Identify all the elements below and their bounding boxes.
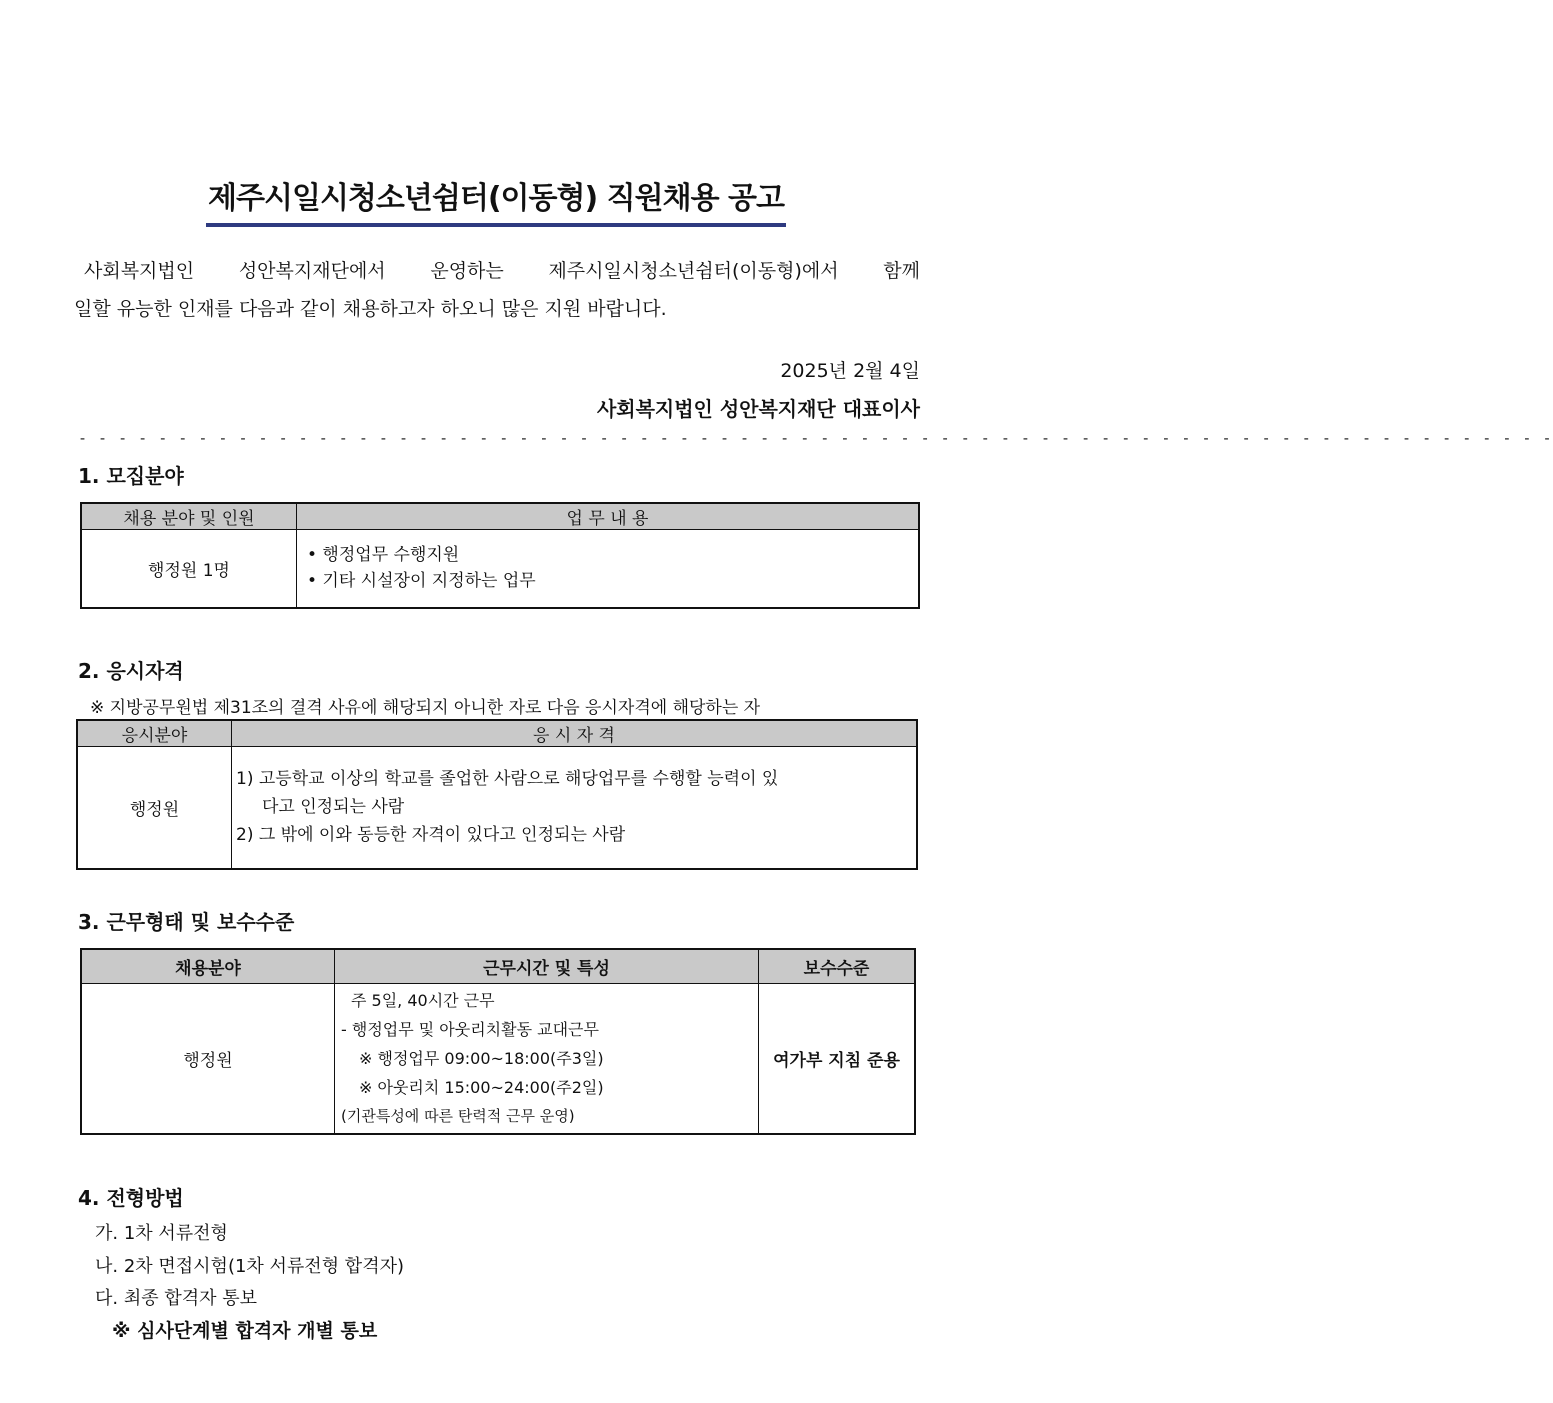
- qual-item-2: 2) 그 밖에 이와 동등한 자격이 있다고 인정되는 사람: [236, 825, 626, 846]
- intro-line-1: 사회복지법인 성안복지재단에서 운영하는 제주시일시청소년쉼터(이동형)에서 함께: [84, 260, 920, 282]
- qual-header-content: 응 시 자 격: [232, 720, 918, 747]
- recruit-duties: [297, 530, 920, 608]
- selection-step-1: 가. 1차 서류전형: [95, 1223, 228, 1244]
- intro-paragraph: [74, 252, 920, 328]
- selection-step-2: 나. 2차 면접시험(1차 서류전형 합격자): [95, 1256, 404, 1277]
- work-header-pay: 보수수준: [759, 949, 916, 983]
- qual-item-1: 1) 고등학교 이상의 학교를 졸업한 사람으로 해당업무를 수행할 능력이 있: [236, 769, 779, 790]
- work-pay-table: [80, 948, 916, 1135]
- qual-item-1-cont: 다고 인정되는 사람: [262, 797, 405, 818]
- section3-heading: 3. 근무형태 및 보수수준: [78, 910, 295, 934]
- qualification-table: [76, 719, 918, 870]
- work-header-field: 채용분야: [81, 949, 335, 983]
- work-line: ※ 행정업무 09:00~18:00(주3일): [359, 1048, 604, 1068]
- work-line: (기관특성에 따른 탄력적 근무 운영): [341, 1106, 575, 1125]
- intro-line-2: 일할 유능한 인재를 다음과 같이 채용하고자 하오니 많은 지원 바랍니다.: [74, 298, 667, 320]
- work-line: ※ 아웃리치 15:00~24:00(주2일): [359, 1077, 604, 1097]
- recruit-header-duties: 업 무 내 용: [297, 503, 920, 530]
- page-title: 제주시일시청소년쉼터(이동형) 직원채용 공고: [0, 173, 992, 227]
- organization-signature: 사회복지법인 성안복지재단 대표이사: [596, 397, 920, 421]
- recruitment-table: [80, 502, 920, 609]
- section2-heading: 2. 응시자격: [78, 659, 184, 683]
- pay-level: 여가부 지침 준용: [759, 983, 916, 1134]
- qual-field: 행정원: [77, 747, 232, 869]
- recruit-header-field: 채용 분야 및 인원: [81, 503, 297, 530]
- duty-item: • 행정업무 수행지원: [307, 545, 460, 566]
- section1-heading: 1. 모집분야: [78, 464, 184, 488]
- work-hours: [335, 983, 759, 1134]
- notification-note: ※ 심사단계별 합격자 개별 통보: [112, 1320, 378, 1342]
- dashed-divider: - - - - - - - - - - - - - - - - - - - - - - - - - - - - - - - - - - - - - - - - - - - - - - - - - - - - - - - - - - - - - - - - - - - - - - - - - -: [78, 429, 1553, 447]
- qual-header-field: 응시분야: [77, 720, 232, 747]
- work-line: 주 5일, 40시간 근무: [351, 990, 495, 1010]
- section4-heading: 4. 전형방법: [78, 1186, 184, 1210]
- duty-item: • 기타 시설장이 지정하는 업무: [307, 571, 536, 592]
- announcement-date: 2025년 2월 4일: [780, 360, 920, 382]
- qual-content: [232, 747, 918, 869]
- work-field: 행정원: [81, 983, 335, 1134]
- eligibility-note: ※ 지방공무원법 제31조의 결격 사유에 해당되지 아니한 자로 다음 응시자격에 해당하는 자: [90, 698, 761, 718]
- work-header-hours: 근무시간 및 특성: [335, 949, 759, 983]
- work-line: - 행정업무 및 아웃리치활동 교대근무: [341, 1019, 599, 1039]
- recruit-field: 행정원 1명: [81, 530, 297, 608]
- selection-step-3: 다. 최종 합격자 통보: [95, 1288, 257, 1309]
